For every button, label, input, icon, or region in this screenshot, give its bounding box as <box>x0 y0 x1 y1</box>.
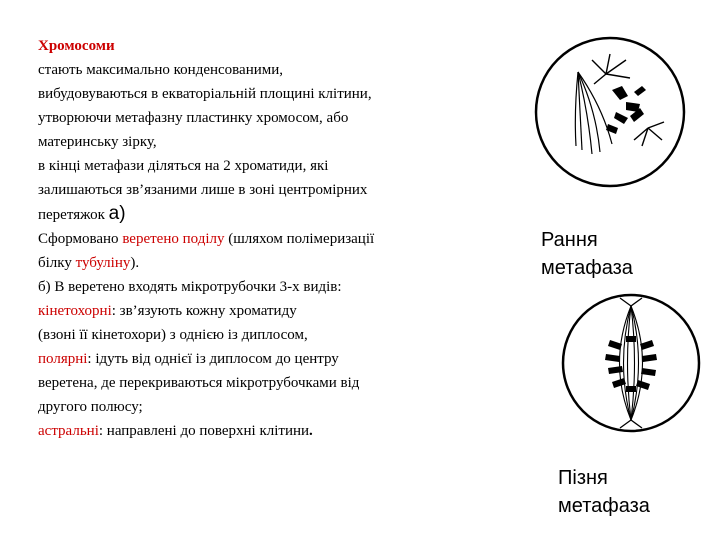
text-line: (взоні її кінетохори) з однією із диплосом, <box>38 327 308 343</box>
text-line: стають максимально конденсованими, <box>38 62 284 78</box>
term-spindle: веретено поділу <box>122 231 225 247</box>
text-span: (шляхом полімеризації <box>224 231 375 247</box>
caption-line: Пізня <box>558 467 608 489</box>
text-span: ). <box>130 255 140 271</box>
caption-late-metaphase <box>558 464 650 520</box>
text-line <box>38 347 508 371</box>
term-tubulin: тубуліну <box>75 255 131 271</box>
text-span: : направлені до поверхні клітини <box>98 423 310 439</box>
text-span: : ідуть від однієї із диплосом до центру <box>87 351 339 367</box>
text-line: б) В веретено входять мікротрубочки 3-х видів: <box>38 279 342 295</box>
text-line: материнську зірку, <box>38 134 157 150</box>
caption-early-metaphase <box>541 226 633 282</box>
text-line: другого полюсу; <box>38 399 143 415</box>
late-metaphase-figure <box>558 290 704 436</box>
text-line: веретена, де перекриваються мікротрубочками від <box>38 375 360 391</box>
term-polar: полярні <box>38 351 88 367</box>
text-line <box>38 227 508 251</box>
text-line: залишаються зв’язаними лише в зоні центромірних <box>38 182 368 198</box>
caption-line: Рання <box>541 229 598 251</box>
text-line <box>38 202 508 227</box>
text-span: : зв’язують кожну хроматиду <box>111 303 297 319</box>
text-line <box>38 251 508 275</box>
text-span: білку <box>38 255 76 271</box>
text-block <box>38 34 508 443</box>
text-line: утворюючи метафазну пластинку хромосом, або <box>38 110 349 126</box>
text-line <box>38 419 508 443</box>
caption-line: метафаза <box>558 495 650 517</box>
text-line <box>38 299 508 323</box>
title: Хромосоми <box>38 38 115 54</box>
text-span: Сформовано <box>38 231 123 247</box>
label-a: а) <box>108 203 126 224</box>
text-span: перетяжок <box>38 207 105 223</box>
caption-line: метафаза <box>541 257 633 279</box>
text-line: в кінці метафази діляться на 2 хроматиди, які <box>38 158 329 174</box>
early-metaphase-figure <box>530 32 690 192</box>
text-span: . <box>309 423 313 439</box>
text-line: вибудовуваються в екваторіальній площині клітини, <box>38 86 372 102</box>
term-kinetochore: кінетохорні <box>38 303 112 319</box>
term-astral: астральні <box>38 423 99 439</box>
